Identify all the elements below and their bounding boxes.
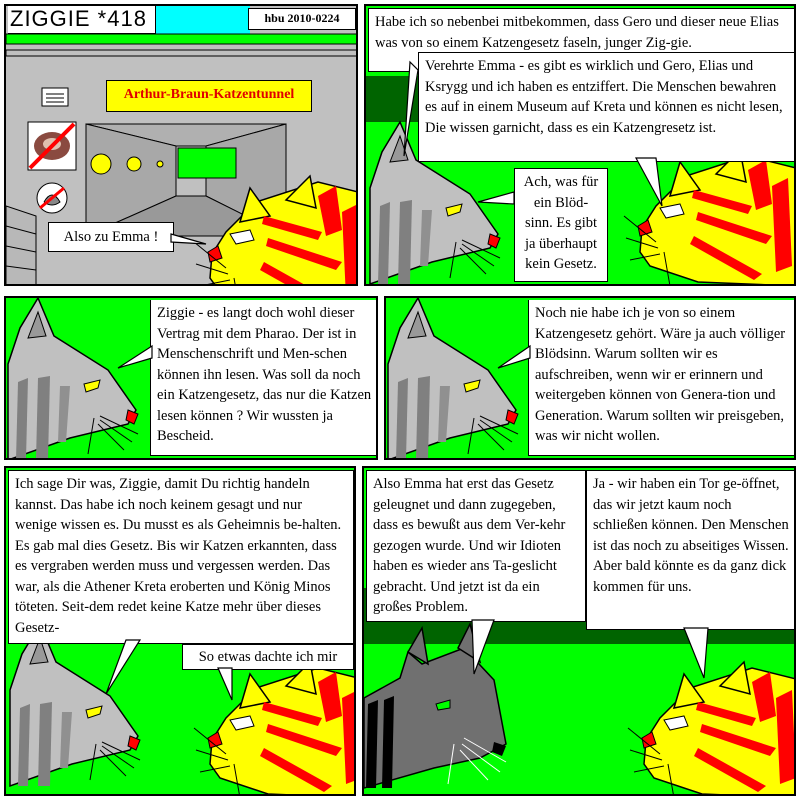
panel-4 [384,296,796,460]
panel-6 [362,466,796,796]
speech-bubble-blodsinn: Ach, was für ein Blöd-sinn. Es gibt ja überhaupt kein Gesetz. [514,168,608,282]
speech-bubble-also-zu-emma: Also zu Emma ! [48,222,174,252]
speech-bubble-tor-geoeffnet: Ja - wir haben ein Tor ge-öffnet, das wir jetzt kaum noch schließen können. Den Menschen ist das noch zu abseitiges Wissen. Aber bald könnte es da ganz dick kommen für uns. [586,470,796,630]
comic-title: ZIGGIE *418 [8,6,156,34]
speech-bubble-verehrte-emma: Verehrte Emma - es gibt es wirklich und Gero, Elias und Ksrygg und ich haben es entziffert. Die Menschen bewahren es auf in einem Museum auf Kreta und können es nicht lesen, Die wissen garnicht, dass es ein Katzengresetz ist. [418,52,796,162]
speech-bubble-katzengesetz-question: Habe ich so nebenbei mitbekommen, dass Gero und dieser neue Elias was von so einem Katzengesetz faseln, junger Zig-gie. [368,8,796,72]
panel-1 [4,4,358,286]
speech-bubble-geheimnis: Ich sage Dir was, Ziggie, damit Du richtig handeln kannst. Das habe ich noch keinem gesagt und nur wenige wissen es. Du musst es als Geheimnis be-halten. Es gab mal dies Gesetz. Bis wir Katzen erkannten, dass es vergraben werden muss und vergessen werden. Das war, als die Athener Kreta eroberten und König Minos töteten. Seit-dem redet keine Katze mehr über dieses Gesetz- [8,470,354,644]
speech-bubble-also-emma: Also Emma hat erst das Gesetz geleugnet und dann zugegeben, dass es bewußt aus dem Ver-kehr gezogen wurde. Und wir Idioten haben es wieder ans Ta-geslicht gebracht. Und jetzt ist da ein großes Problem. [366,470,586,622]
panel-3 [4,296,378,460]
speech-bubble-noch-nie: Noch nie habe ich je von so einem Katzengesetz gehört. Wäre ja auch völliger Blödsinn. Warum sollten wir es aufschreiben, wenn wir er erinnern und weitergeben können von Genera-tion und Generation. Warum sollten wir preisgeben, was wir nicht wollen. [528,300,796,456]
tunnel-sign: Arthur-Braun-Katzentunnel [106,80,312,112]
panel-2 [364,4,796,286]
panel-5 [4,466,356,796]
comic-meta: hbu 2010-0224 [248,8,356,30]
speech-bubble-so-etwas: So etwas dachte ich mir [182,644,354,670]
speech-bubble-pharao-vertrag: Ziggie - es langt doch wohl dieser Vertrag mit dem Pharao. Der ist in Menschenschrift und Men-schen können ihn lesen. Was soll da noch ein Katzengesetz, das nur die Katzen lesen können ? Wir wussten ja Bescheid. [150,300,378,456]
